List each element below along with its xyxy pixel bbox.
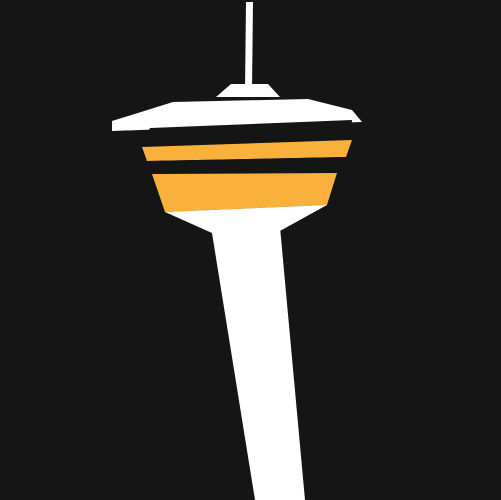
antenna-spire [245, 2, 253, 90]
